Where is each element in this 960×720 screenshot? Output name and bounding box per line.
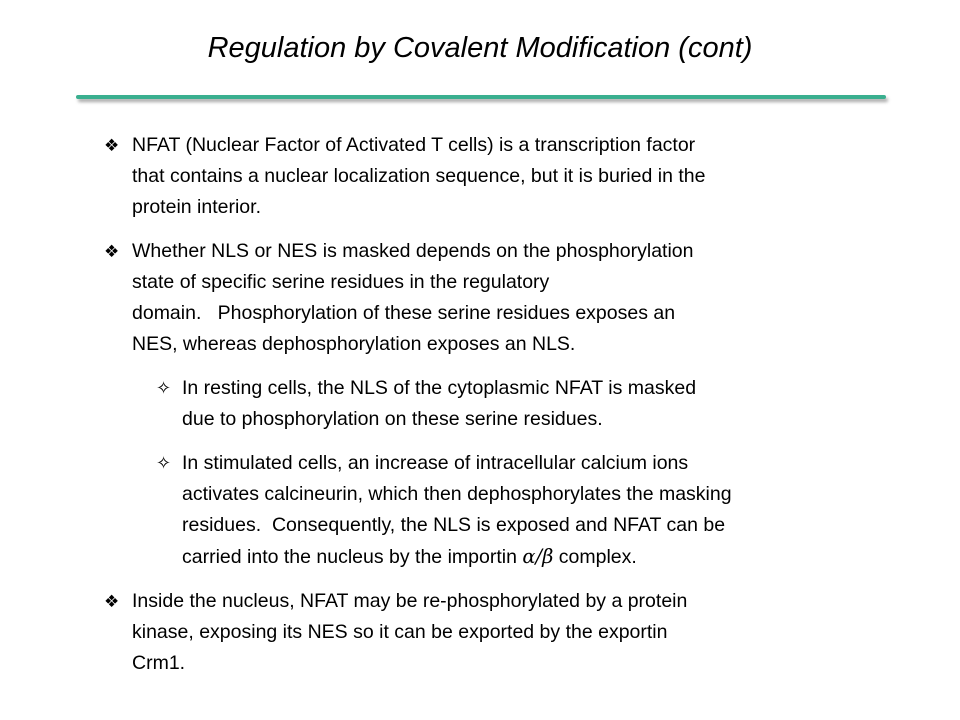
bullet-line: In resting cells, the NLS of the cytoplasmic NFAT is masked — [182, 377, 697, 399]
bullet-line: Whether NLS or NES is masked depends on the phosphorylation — [132, 240, 694, 262]
diamond-bullet-icon: ❖ — [104, 242, 120, 261]
bullet-line: domain. Phosphorylation of these serine residues exposes an — [132, 302, 676, 324]
bullet-list — [104, 130, 864, 692]
line-text: complex. — [553, 546, 637, 568]
bullet-item-masking — [104, 236, 864, 360]
alpha-beta-symbol: α/β — [522, 545, 554, 568]
diamond-bullet-icon: ❖ — [104, 136, 120, 155]
bullet-line: Inside the nucleus, NFAT may be re-phosphorylated by a protein — [132, 590, 688, 612]
bullet-line — [182, 541, 864, 573]
title-divider — [76, 95, 886, 99]
bullet-item-export — [104, 586, 864, 679]
bullet-item-nfat — [104, 130, 864, 223]
bullet-line: due to phosphorylation on these serine residues. — [182, 408, 603, 430]
bullet-line: NES, whereas dephosphorylation exposes an NLS. — [132, 333, 576, 355]
bullet-line: Crm1. — [132, 652, 186, 674]
sub-bullet-stimulated — [104, 448, 864, 573]
bullet-line: state of specific serine residues in the regulatory — [132, 271, 550, 293]
slide-title: Regulation by Covalent Modification (cont) — [207, 32, 753, 64]
bullet-line: NFAT (Nuclear Factor of Activated T cells) is a transcription factor — [132, 134, 696, 156]
star-bullet-icon: ✧ — [156, 453, 172, 473]
bullet-line: kinase, exposing its NES so it can be exported by the exportin — [132, 621, 668, 643]
star-bullet-icon: ✧ — [156, 378, 172, 398]
bullet-line: protein interior. — [132, 196, 261, 218]
bullet-line: activates calcineurin, which then dephosphorylates the masking — [182, 483, 732, 505]
bullet-line: In stimulated cells, an increase of intracellular calcium ions — [182, 452, 689, 474]
bullet-line: residues. Consequently, the NLS is exposed and NFAT can be — [182, 514, 726, 536]
line-text: carried into the nucleus by the importin — [182, 546, 523, 568]
diamond-bullet-icon: ❖ — [104, 592, 120, 611]
sub-bullet-resting — [104, 373, 864, 435]
bullet-line: that contains a nuclear localization sequence, but it is buried in the — [132, 165, 706, 187]
